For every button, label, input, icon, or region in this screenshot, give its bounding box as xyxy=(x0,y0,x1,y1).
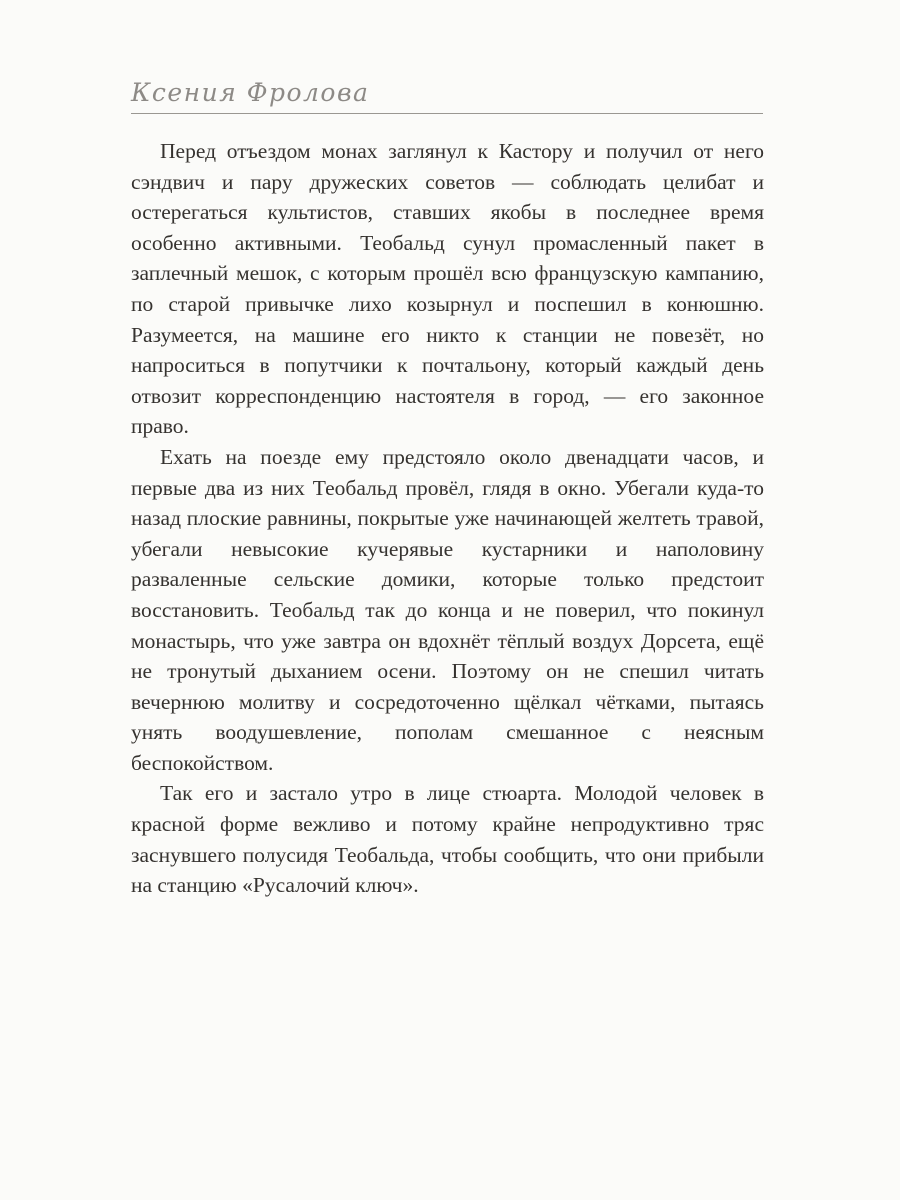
body-text xyxy=(131,136,764,901)
running-head xyxy=(131,78,763,114)
header-divider xyxy=(131,113,763,114)
author-name: Ксения Фролова xyxy=(131,78,370,107)
paragraph: Ехать на поезде ему предстояло около двенадцати часов, и первые два из них Теобальд провёл, глядя в окно. Убегали куда-то назад плоские равнины, покрытые уже начинающей желтеть травой, убегали невысокие кучерявые кустарники и наполовину разваленные сельские домики, которые только предстоит восстановить. Теобальд так до конца и не поверил, что покинул монастырь, что уже завтра он вдохнёт тёплый воздух Дорсета, ещё не тронутый дыханием осени. Поэтому он не спешил читать вечернюю молитву и сосредоточенно щёлкал чётками, пытаясь унять воодушевление, пополам смешанное с неясным беспокойством. xyxy=(131,444,764,775)
paragraph: Так его и застало утро в лице стюарта. Молодой человек в красной форме вежливо и потому крайне непродуктивно тряс заснувшего полусидя Теобальда, чтобы сообщить, что они прибыли на станцию «Русалочий ключ». xyxy=(131,781,764,898)
paragraph: Перед отъездом монах заглянул к Кастору и получил от него сэндвич и пару дружеских советов — соблюдать целибат и остерегаться культистов, ставших якобы в последнее время особенно активными. Теобальд сунул промасленный пакет в заплечный мешок, с которым прошёл всю французскую кампанию, по старой привычке лихо козырнул и поспешил в конюшню. Разумеется, на машине его никто к станции не повезёт, но напроситься в попутчики к почтальону, который каждый день отвозит корреспонденцию настоятеля в город, — его законное право. xyxy=(131,139,764,439)
